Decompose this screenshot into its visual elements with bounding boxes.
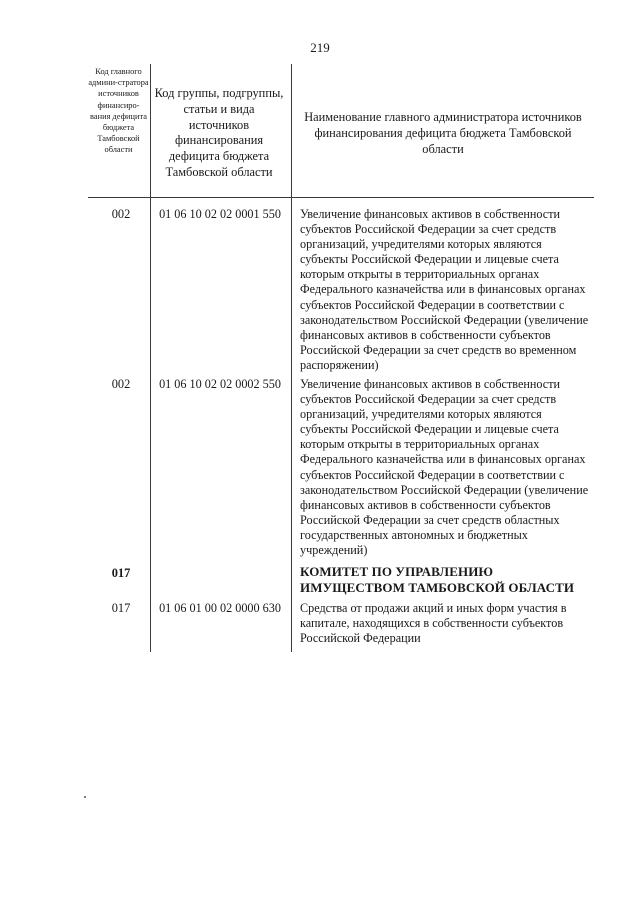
- scan-speck: [84, 796, 86, 798]
- row-admin-code: 002: [111, 377, 131, 391]
- row-source-name: Увеличение финансовых активов в собственности субъектов Российской Федерации за счет средств организаций, учредителями которых являются субъекты Российской Федерации и лицевые счета которым открыты в территориальных органах Федерального казначейства или в финансовых органах субъектов Российской Федерации в соответствии с законодательством Российской Федерации (увеличение финансовых активов в собственности субъектов Российской Федерации за счет средств областных государственных автономных и бюджетных учреждений): [300, 377, 589, 558]
- row-source-name: Средства от продажи акций и иных форм участия в капитале, находящихся в собственности субъектов Российской Федерации: [300, 601, 567, 646]
- committee-heading: КОМИТЕТ ПО УПРАВЛЕНИЮ ИМУЩЕСТВОМ ТАМБОВСКОЙ ОБЛАСТИ: [300, 564, 575, 595]
- table-divider-left: [150, 64, 151, 652]
- row-admin-code: 002: [111, 207, 131, 221]
- row-source-code: 01 06 01 00 02 0000 630: [159, 601, 281, 615]
- row-source-code: 01 06 10 02 02 0002 550: [159, 377, 281, 391]
- row-admin-code: 017: [111, 566, 131, 580]
- header-source-code: Код группы, подгруппы, статьи и вида источников финансирования дефицита бюджета Тамбовской области: [154, 86, 284, 179]
- row-admin-code: 017: [111, 601, 131, 615]
- row-source-code: 01 06 10 02 02 0001 550: [159, 207, 281, 221]
- page-number: 219: [310, 40, 330, 55]
- row-source-name: Увеличение финансовых активов в собственности субъектов Российской Федерации за счет средств организаций, учредителями которых являются субъекты Российской Федерации и лицевые счета которым открыты в территориальных органах Федерального казначейства или в финансовых органах субъектов Российской Федерации в соответствии с законодательством Российской Федерации (увеличение финансовых активов в собственности субъектов Российской Федерации за счет средств во временном распоряжении): [300, 207, 589, 372]
- header-administrator-name: Наименование главного администратора источников финансирования дефицита бюджета Тамбовской области: [304, 110, 582, 156]
- table-divider-right: [291, 64, 292, 652]
- header-rule: [88, 197, 594, 198]
- header-admin-code: Код главного админи-стратора источников финансиро-вания дефицита бюджета Тамбовской области: [88, 67, 149, 155]
